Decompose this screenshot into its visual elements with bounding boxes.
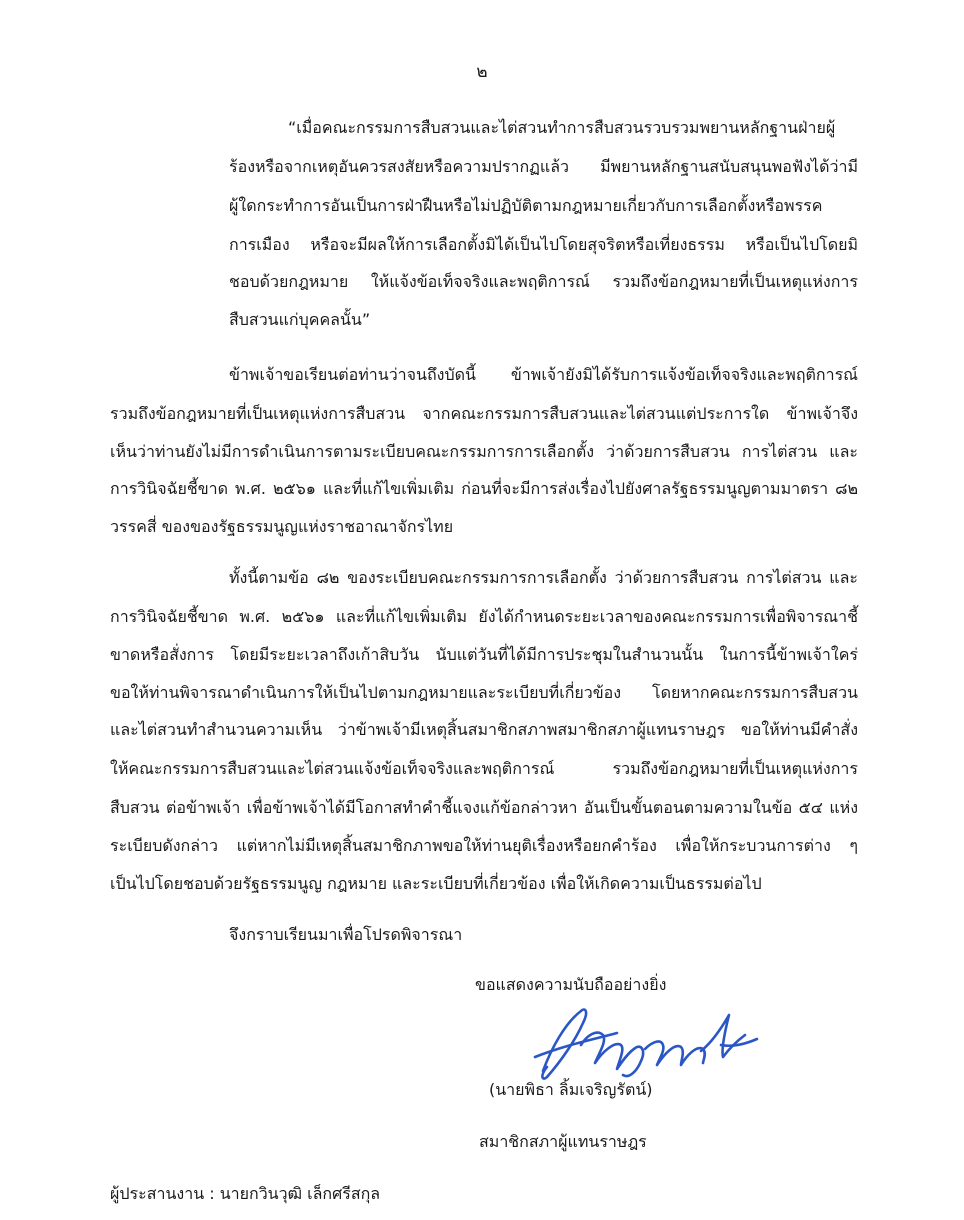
paragraph-line: เห็นว่าท่านยังไม่มีการดำเนินการตามระเบียบคณะกรรมการการเลือกตั้ง ว่าด้วยการสืบสวน การไต่สวน และ xyxy=(110,442,858,461)
paragraph-line: การวินิจฉัยชี้ขาด พ.ศ. ๒๕๖๑ และที่แก้ไขเพิ่มเติม ก่อนที่จะมีการส่งเรื่องไปยังศาลรัฐธรรมนูญตามมาตรา ๘๒ xyxy=(110,479,858,498)
handwritten-signature xyxy=(525,1005,765,1083)
quote-line: “เมื่อคณะกรรมการสืบสวนและไต่สวนทำการสืบสวนรวบรวมพยานหลักฐานฝ่ายผู้ xyxy=(288,118,836,137)
quote-line: การเมือง หรือจะมีผลให้การเลือกตั้งมิได้เป็นไปโดยสุจริตหรือเที่ยงธรรม หรือเป็นไปโดยมิ xyxy=(229,235,858,254)
signer-position: สมาชิกสภาผู้แทนราษฎร xyxy=(479,1132,647,1151)
quote-line: ผู้ใดกระทำการอันเป็นการฝ่าฝืนหรือไม่ปฏิบัติตามกฎหมายเกี่ยวกับการเลือกตั้งหรือพรรค xyxy=(229,196,823,215)
paragraph-line: ข้าพเจ้าขอเรียนต่อท่านว่าจนถึงบัดนี้ ข้าพเจ้ายังมิได้รับการแจ้งข้อเท็จจริงและพฤติการณ์ xyxy=(229,365,858,384)
paragraph-line: ทั้งนี้ตามข้อ ๘๒ ของระเบียบคณะกรรมการการเลือกตั้ง ว่าด้วยการสืบสวน การไต่สวน และ xyxy=(229,568,858,587)
paragraph-line: รวมถึงข้อกฎหมายที่เป็นเหตุแห่งการสืบสวน จากคณะกรรมการสืบสวนและไต่สวนแต่ประการใด ข้าพเจ้าจึง xyxy=(110,404,858,423)
paragraph-line: เป็นไปโดยชอบด้วยรัฐธรรมนูญ กฎหมาย และระเบียบที่เกี่ยวข้อง เพื่อให้เกิดความเป็นธรรมต่อไป xyxy=(110,874,762,893)
quote-line: ร้องหรือจากเหตุอันควรสงสัยหรือความปรากฏแล้ว มีพยานหลักฐานสนับสนุนพอฟังได้ว่ามี xyxy=(229,157,858,176)
closing-request: จึงกราบเรียนมาเพื่อโปรดพิจารณา xyxy=(229,925,463,944)
paragraph-line: ขอให้ท่านพิจารณาดำเนินการให้เป็นไปตามกฎหมายและระเบียบที่เกี่ยวข้อง โดยหากคณะกรรมการสืบสวน xyxy=(110,683,858,702)
signer-name: (นายพิธา ลิ้มเจริญรัตน์) xyxy=(489,1080,653,1099)
paragraph-line: การวินิจฉัยชี้ขาด พ.ศ. ๒๕๖๑ และที่แก้ไขเพิ่มเติม ยังได้กำหนดระยะเวลาของคณะกรรมการเพื่อพิจารณาชี้ xyxy=(110,607,858,626)
coordinator-line: ผู้ประสานงาน : นายกวินวุฒิ เล็กศรีสกุล xyxy=(110,1184,381,1203)
closing-salutation: ขอแสดงความนับถืออย่างยิ่ง xyxy=(475,975,667,994)
quote-line: ชอบด้วยกฎหมาย ให้แจ้งข้อเท็จจริงและพฤติการณ์ รวมถึงข้อกฎหมายที่เป็นเหตุแห่งการ xyxy=(229,272,858,291)
paragraph-line: สืบสวน ต่อข้าพเจ้า เพื่อข้าพเจ้าได้มีโอกาสทำคำชี้แจงแก้ข้อกล่าวหา อันเป็นขั้นตอนตามความในข้อ ๕๔ แห่ง xyxy=(110,798,858,817)
paragraph-line: และไต่สวนทำสำนวนความเห็น ว่าข้าพเจ้ามีเหตุสิ้นสมาชิกสภาพสมาชิกสภาผู้แทนราษฎร ขอให้ท่านมีคำสั่ง xyxy=(110,720,858,739)
paragraph-line: ให้คณะกรรมการสืบสวนและไต่สวนแจ้งข้อเท็จจริงและพฤติการณ์ รวมถึงข้อกฎหมายที่เป็นเหตุแห่งการ xyxy=(110,759,858,778)
paragraph-line: วรรคสี่ ของของรัฐธรรมนูญแห่งราชอาณาจักรไทย xyxy=(110,517,454,536)
paragraph-line: ขาดหรือสั่งการ โดยมีระยะเวลาถึงเก้าสิบวัน นับแต่วันที่ได้มีการประชุมในสำนวนนั้น ในการนี้ข้าพเจ้าใคร่ xyxy=(110,645,858,664)
quote-line: สืบสวนแก่บุคคลนั้น” xyxy=(229,310,371,329)
page-number: ๒ xyxy=(476,62,488,82)
paragraph-line: ระเบียบดังกล่าว แต่หากไม่มีเหตุสิ้นสมาชิกภาพขอให้ท่านยุติเรื่องหรือยกคำร้อง เพื่อให้กระบวนการต่าง ๆ xyxy=(110,836,858,855)
